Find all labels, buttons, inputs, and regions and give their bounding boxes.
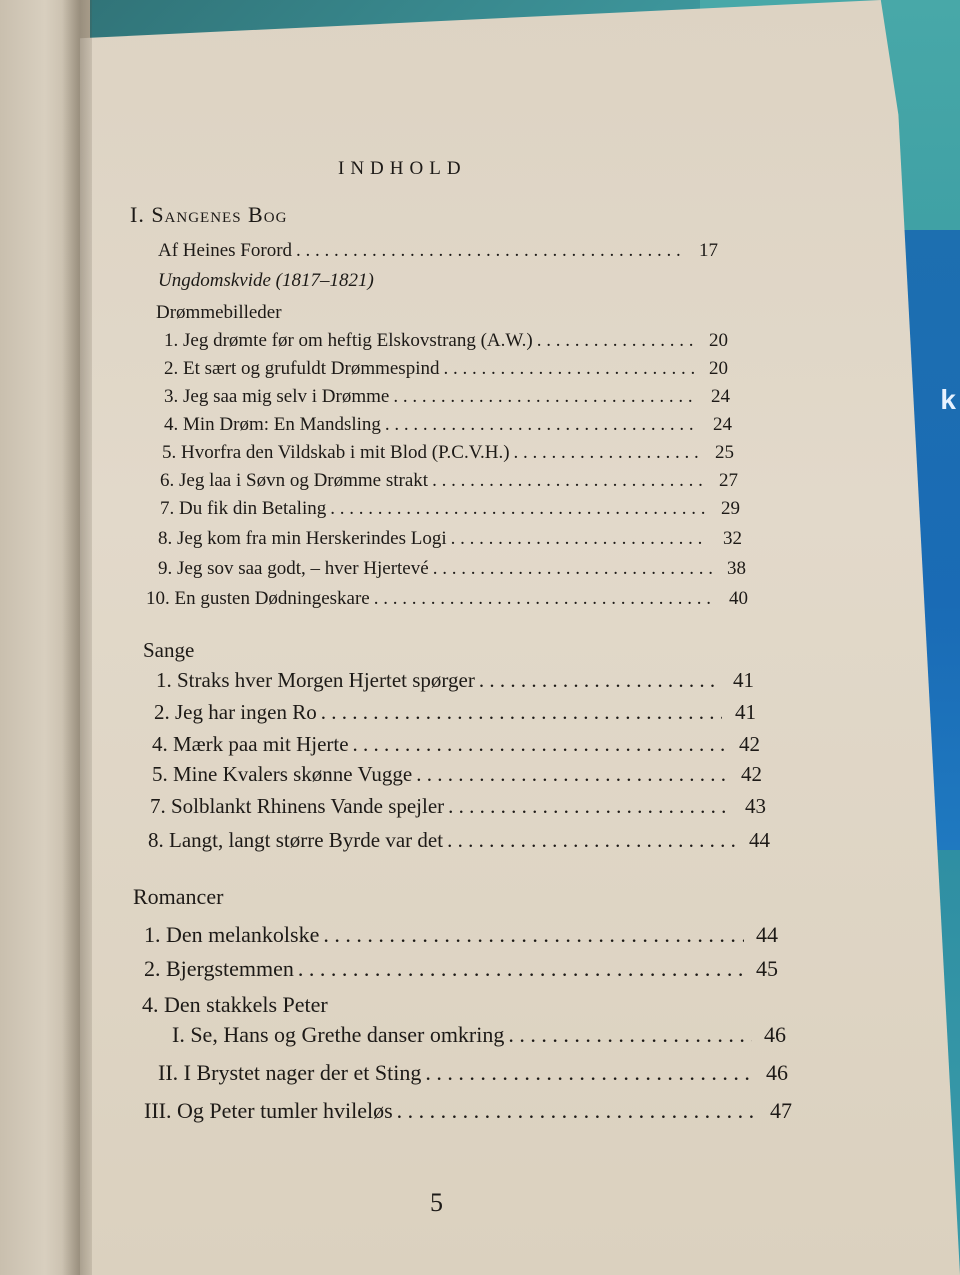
leader-dots — [451, 528, 708, 550]
entry-page: 17 — [699, 240, 718, 261]
entry-page: 27 — [719, 470, 738, 491]
toc-entry — [158, 240, 718, 262]
entry-page: 24 — [711, 386, 730, 407]
toc-entry — [160, 498, 740, 520]
toc-entry — [164, 358, 728, 380]
part-title: I. Sangenes Bog — [130, 202, 288, 227]
section-title: Drømmebilleder — [156, 302, 282, 323]
entry-page: 20 — [709, 330, 728, 351]
entry-page: 44 — [756, 922, 778, 947]
toc-entry — [154, 700, 756, 725]
toc-entry — [158, 1060, 788, 1086]
entry-page: 42 — [741, 762, 762, 786]
entry-label: 10. En gusten Dødningeskare — [146, 588, 370, 609]
entry-label: 3. Jeg saa mig selv i Drømme — [164, 386, 390, 407]
leader-dots — [514, 442, 700, 464]
entry-label: 8. Jeg kom fra min Herskerindes Logi — [158, 528, 447, 549]
toc-entry — [150, 794, 766, 819]
leader-dots — [443, 358, 694, 380]
entry-page: 41 — [733, 668, 754, 692]
entry-page: 38 — [727, 558, 746, 579]
toc-entry — [144, 1098, 792, 1124]
toc-entry — [158, 528, 742, 550]
entry-page: 29 — [721, 498, 740, 519]
entry-page: 43 — [745, 794, 766, 818]
leader-dots — [321, 700, 722, 725]
book-cover-letter: k — [940, 384, 956, 415]
entry-label: 1. Jeg drømte før om heftig Elskovstrang (A.W.) — [164, 330, 533, 351]
leader-dots — [323, 922, 744, 948]
page-number: 5 — [430, 1188, 443, 1217]
leader-dots — [448, 794, 732, 819]
entry-label: 4. Min Drøm: En Mandsling — [164, 414, 381, 435]
toc-entry — [144, 922, 778, 948]
entry-label: III. Og Peter tumler hvileløs — [144, 1098, 393, 1123]
entry-page: 41 — [735, 700, 756, 724]
entry-page: 46 — [764, 1022, 786, 1047]
toc-entry — [164, 386, 730, 408]
entry-label: 7. Solblankt Rhinens Vande spejler — [150, 794, 445, 818]
leader-dots — [393, 386, 696, 408]
leader-dots — [508, 1022, 752, 1048]
toc-entry — [164, 330, 728, 352]
entry-page: 24 — [713, 414, 732, 435]
toc-heading: INDHOLD — [338, 158, 467, 179]
toc-entry — [162, 442, 734, 464]
entry-label: 1. Den melankolske — [144, 922, 320, 947]
entry-page: 42 — [739, 732, 760, 756]
toc-entry — [146, 588, 748, 610]
entry-label: 2. Jeg har ingen Ro — [154, 700, 317, 724]
entry-page: 44 — [749, 828, 770, 852]
entry-label: 7. Du fik din Betaling — [160, 498, 327, 519]
entry-page: 45 — [756, 956, 778, 981]
toc-entry — [160, 470, 738, 492]
entry-label: 9. Jeg sov saa godt, – hver Hjertevé — [158, 558, 429, 579]
toc-entry — [144, 956, 778, 982]
entry-label: 2. Bjergstemmen — [144, 956, 294, 981]
leader-dots — [537, 330, 694, 352]
entry-page: 40 — [729, 588, 748, 609]
entry-page: 46 — [766, 1060, 788, 1085]
toc-entry — [172, 1022, 786, 1048]
entry-label: II. I Brystet nager der et Sting — [158, 1060, 422, 1085]
leader-dots — [385, 414, 698, 436]
entry-label: 1. Straks hver Morgen Hjertet spørger — [156, 668, 475, 692]
entry-label: 8. Langt, langt større Byrde var det — [148, 828, 444, 852]
entry-page: 47 — [770, 1098, 792, 1123]
entry-page: 20 — [709, 358, 728, 379]
toc-entry — [156, 668, 754, 693]
toc-entry — [152, 762, 762, 787]
leader-dots — [353, 732, 726, 757]
entry-label: 2. Et sært og grufuldt Drømmespind — [164, 358, 440, 379]
toc-entry — [152, 732, 760, 757]
entry-label: I. Se, Hans og Grethe danser omkring — [172, 1022, 505, 1047]
leader-dots — [374, 588, 714, 610]
leader-dots — [296, 240, 684, 262]
entry-page: 32 — [723, 528, 742, 549]
leader-dots — [298, 956, 744, 982]
entry-label: 5. Mine Kvalers skønne Vugge — [152, 762, 413, 786]
leader-dots — [447, 828, 736, 853]
toc-entry — [158, 558, 746, 580]
leader-dots — [330, 498, 706, 520]
leader-dots — [479, 668, 720, 693]
entry-label: 4. Mærk paa mit Hjerte — [152, 732, 349, 756]
entry-label: 6. Jeg laa i Søvn og Drømme strakt — [160, 470, 429, 491]
entry-group-label: 4. Den stakkels Peter — [142, 992, 328, 1017]
entry-label: Af Heines Forord — [158, 240, 293, 261]
leader-dots — [425, 1060, 754, 1086]
toc-entry — [164, 414, 732, 436]
section-title: Romancer — [133, 884, 224, 909]
leader-dots — [397, 1098, 758, 1124]
leader-dots — [433, 558, 712, 580]
toc-entry — [148, 828, 770, 853]
entry-page: 25 — [715, 442, 734, 463]
section-title: Sange — [143, 638, 195, 662]
leader-dots — [432, 470, 704, 492]
collection-subtitle: Ungdomskvide (1817–1821) — [158, 270, 374, 291]
leader-dots — [416, 762, 728, 787]
entry-label: 5. Hvorfra den Vildskab i mit Blod (P.C.V.H.) — [162, 442, 510, 463]
